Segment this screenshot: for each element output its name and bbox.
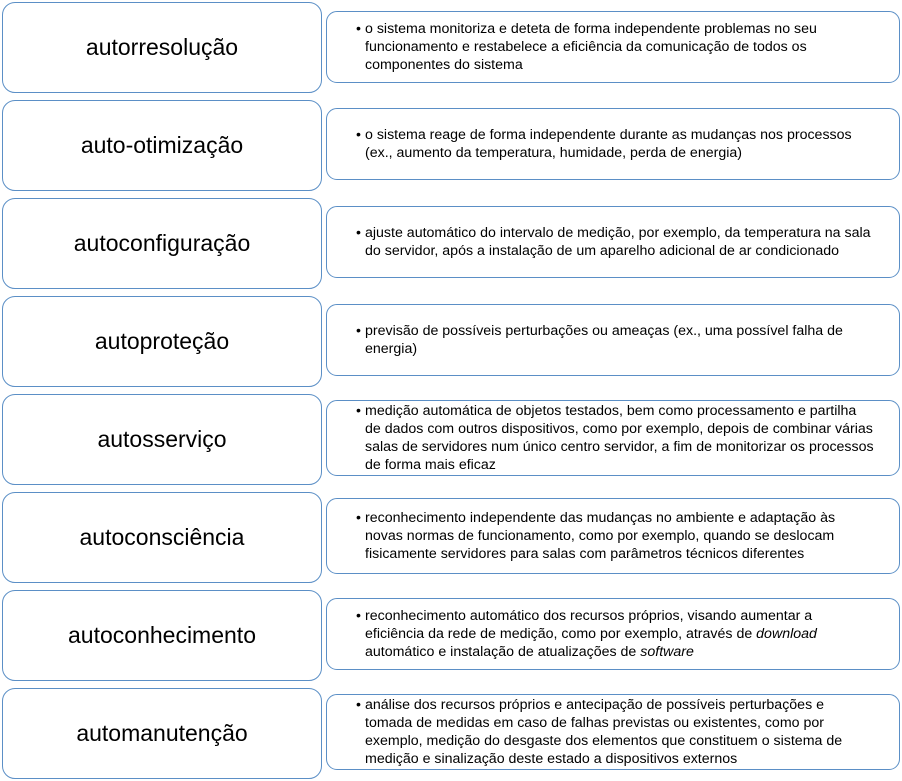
description-italic: download	[756, 626, 817, 642]
term-label: autoconhecimento	[68, 622, 256, 648]
description-text: • previsão de possíveis perturbações ou ameaças (ex., uma possível falha de energia)	[365, 322, 875, 358]
term-box	[2, 590, 322, 681]
term-label: autoproteção	[94, 328, 230, 354]
term-box	[2, 492, 322, 583]
description-text: • análise dos recursos próprios e antecipação de possíveis perturbações e tomada de medidas em caso de falhas previstas ou existentes, como por exemplo, medição do desgaste dos elementos que constituem o sistema de medição e sinalização deste estado a dispositivos externos	[365, 696, 875, 768]
description-box	[326, 598, 900, 670]
description-box	[326, 498, 900, 574]
description-text: • reconhecimento independente das mudanças no ambiente e adaptação às novas normas de funcionamento, como por exemplo, quando se deslocam fisicamente servidores para salas com parâmetros técnicos diferentes	[365, 509, 875, 563]
term-box	[2, 296, 322, 387]
term-box	[2, 2, 322, 93]
description-text: • o sistema reage de forma independente durante as mudanças nos processos (ex., aumento da temperatura, humidade, perda de energia)	[365, 126, 875, 162]
term-box	[2, 100, 322, 191]
term-label: autoconsciência	[79, 524, 245, 550]
description-italic: software	[640, 644, 694, 660]
term-box	[2, 394, 322, 485]
description-text: • ajuste automático do intervalo de medição, por exemplo, da temperatura na sala do servidor, após a instalação de um aparelho adicional de ar condicionado	[365, 224, 875, 260]
description-box	[326, 400, 900, 476]
description-box	[326, 304, 900, 376]
term-label: autorresolução	[85, 34, 239, 60]
term-label: auto-otimização	[80, 132, 244, 158]
description-box	[326, 108, 900, 180]
description-box	[326, 694, 900, 770]
term-label: automanutenção	[76, 720, 248, 746]
description-part: automático e instalação de atualizações de	[365, 644, 641, 660]
term-box	[2, 688, 322, 779]
description-text: • o sistema monitoriza e deteta de forma independente problemas no seu funcionamento e restabelece a eficiência da comunicação de todos os componentes do sistema	[365, 20, 875, 74]
term-box	[2, 198, 322, 289]
term-label: autoconfiguração	[73, 230, 251, 256]
description-text: • medição automática de objetos testados, bem como processamento e partilha de dados com outros dispositivos, como por exemplo, depois de combinar várias salas de servidores num único centro servidor, a fim de monitorizar os processos de forma mais eficaz	[365, 402, 875, 474]
description-box	[326, 11, 900, 83]
description-part: reconhecimento automático dos recursos próprios, visando aumentar a eficiência da rede de medição, como por exemplo, através de	[365, 608, 813, 642]
description-box	[326, 206, 900, 278]
term-label: autosserviço	[97, 426, 227, 452]
description-text	[365, 607, 875, 661]
